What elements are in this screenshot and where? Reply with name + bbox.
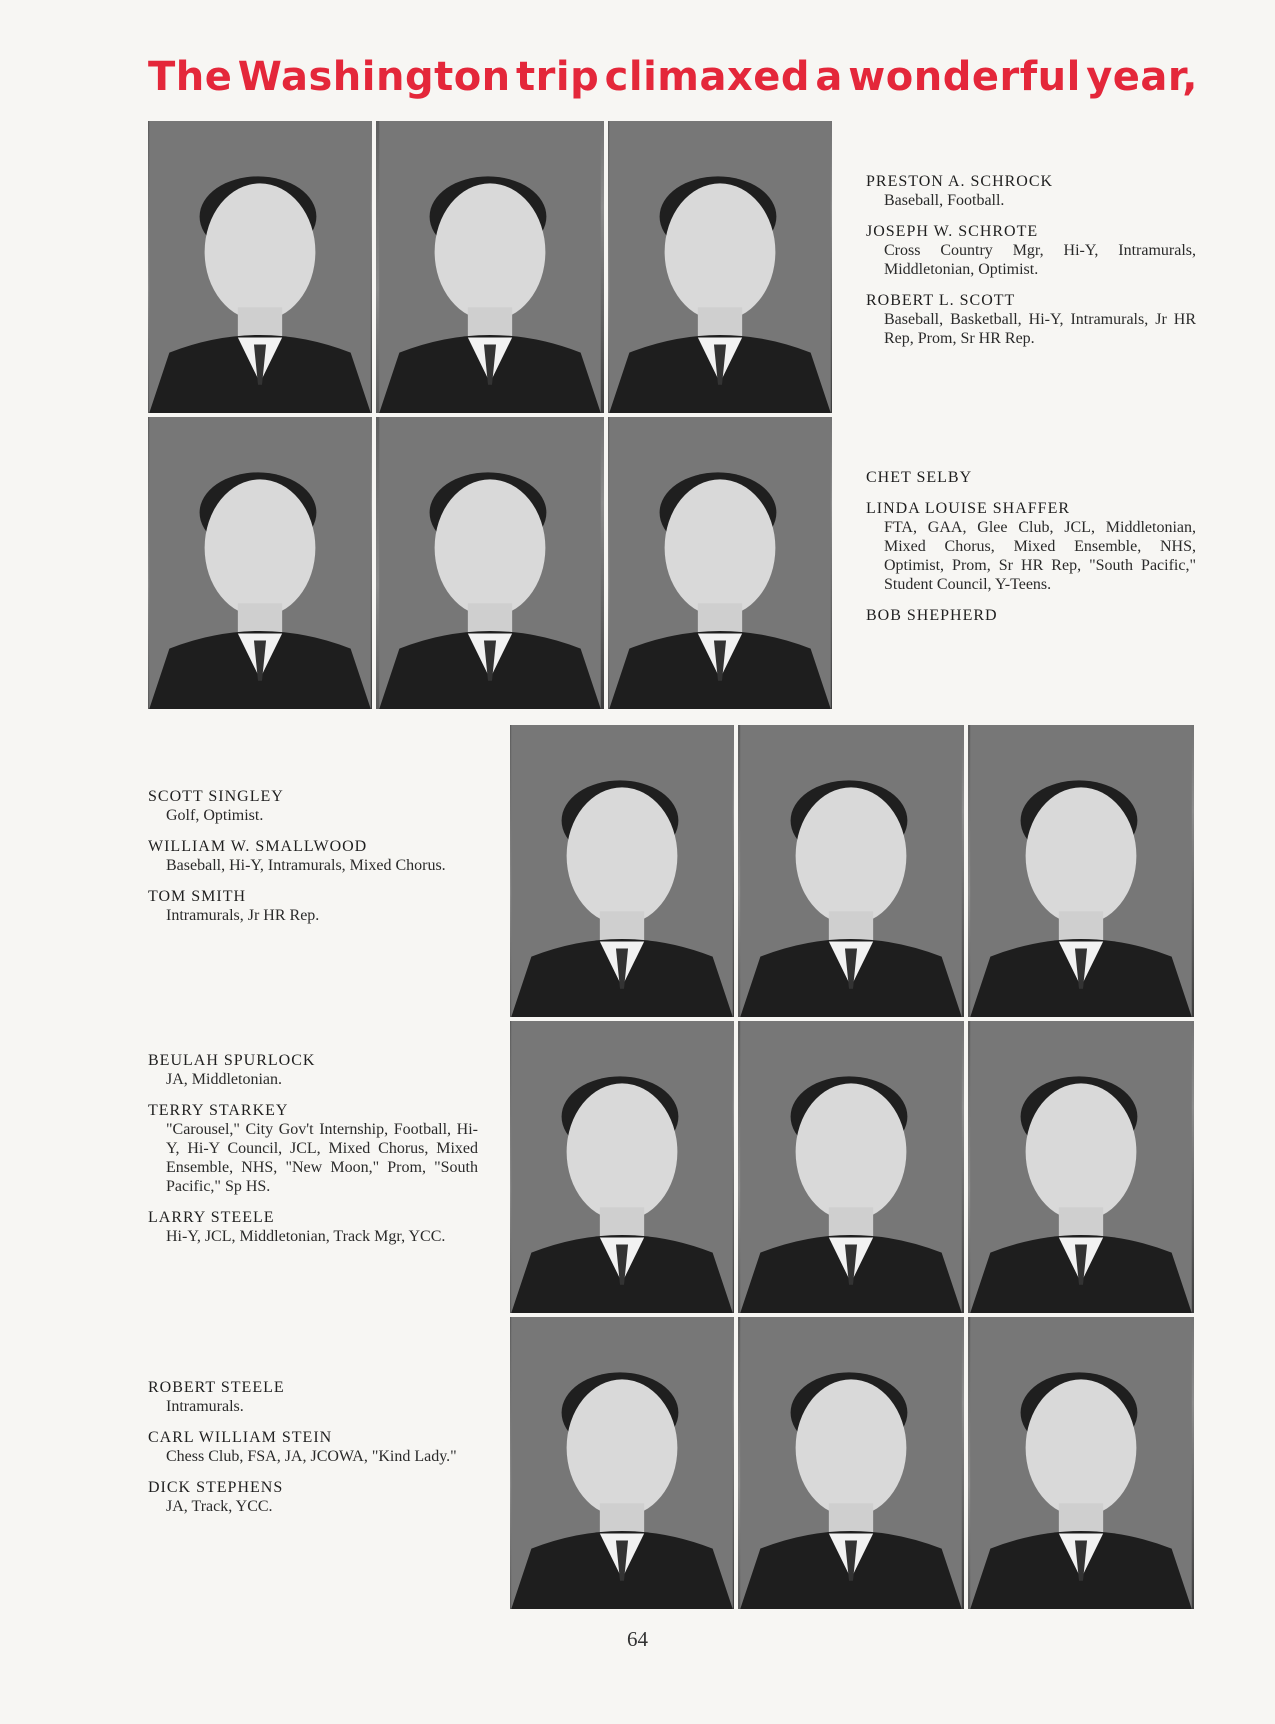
student-entries-block-3 bbox=[148, 787, 478, 937]
portrait-image bbox=[148, 417, 372, 709]
student-activities: Baseball, Hi-Y, Intramurals, Mixed Chorus. bbox=[166, 857, 446, 874]
portrait-photo bbox=[510, 1021, 734, 1313]
portrait-image bbox=[510, 1021, 734, 1313]
student-activities: Golf, Optimist. bbox=[166, 807, 264, 824]
student-entries-block-1 bbox=[866, 172, 1196, 360]
portrait-image bbox=[376, 417, 604, 709]
student-activities: JA, Middletonian. bbox=[166, 1071, 282, 1088]
student-entries-block-4 bbox=[148, 1051, 478, 1258]
student-activities: "Carousel," City Gov't Internship, Football, Hi-Y, Hi-Y Council, JCL, Mixed Chorus, Mixed Ensemble, NHS, "New Moon," Prom, "South Pacific," Sp HS. bbox=[166, 1121, 478, 1195]
portrait-photo bbox=[608, 417, 832, 709]
portrait-image bbox=[968, 1317, 1194, 1609]
headline-word: The bbox=[148, 54, 233, 100]
student-name: PRESTON A. SCHROCK bbox=[866, 173, 1054, 190]
student-entry bbox=[148, 1378, 478, 1416]
student-entry bbox=[866, 291, 1196, 348]
page-number: 64 bbox=[627, 1627, 648, 1651]
headline-word: climaxed bbox=[604, 54, 811, 100]
student-entry bbox=[866, 606, 1196, 625]
student-entry bbox=[148, 887, 478, 925]
headline-word: year, bbox=[1086, 54, 1198, 100]
portrait-image bbox=[738, 1317, 964, 1609]
portrait-photo bbox=[608, 121, 832, 413]
portrait-photo bbox=[968, 1317, 1194, 1609]
student-entry bbox=[866, 468, 1196, 487]
portrait-photo bbox=[738, 1021, 964, 1313]
student-entries-block-2 bbox=[866, 468, 1196, 637]
portrait-photo bbox=[376, 417, 604, 709]
headline-word: trip bbox=[516, 54, 600, 100]
portrait-image bbox=[376, 121, 604, 413]
student-entry bbox=[866, 172, 1196, 210]
portrait-image bbox=[608, 417, 832, 709]
student-entry bbox=[866, 222, 1196, 279]
student-name: SCOTT SINGLEY bbox=[148, 788, 284, 805]
portrait-photo bbox=[376, 121, 604, 413]
portrait-photo bbox=[738, 1317, 964, 1609]
student-activities: FTA, GAA, Glee Club, JCL, Middletonian, Mixed Chorus, Mixed Ensemble, NHS, Optimist, Prom, Sr HR Rep, "South Pacific," Student Council, Y-Teens. bbox=[884, 519, 1196, 593]
portrait-photo bbox=[148, 121, 372, 413]
student-activities: Hi-Y, JCL, Middletonian, Track Mgr, YCC. bbox=[166, 1228, 446, 1245]
student-name: JOSEPH W. SCHROTE bbox=[866, 223, 1039, 240]
portrait-image bbox=[738, 725, 964, 1017]
portrait-image bbox=[510, 725, 734, 1017]
student-name: DICK STEPHENS bbox=[148, 1479, 284, 1496]
headline-word: a bbox=[815, 54, 843, 100]
portrait-photo bbox=[738, 725, 964, 1017]
student-name: LINDA LOUISE SHAFFER bbox=[866, 500, 1071, 517]
page-headline bbox=[148, 42, 1198, 112]
portrait-photo bbox=[968, 725, 1194, 1017]
portrait-photo bbox=[510, 1317, 734, 1609]
student-name: ROBERT L. SCOTT bbox=[866, 292, 1016, 309]
student-activities: Chess Club, FSA, JA, JCOWA, "Kind Lady." bbox=[166, 1448, 457, 1465]
student-name: LARRY STEELE bbox=[148, 1209, 275, 1226]
portrait-image bbox=[738, 1021, 964, 1313]
student-entry bbox=[148, 837, 478, 875]
portrait-photo bbox=[968, 1021, 1194, 1313]
headline-word: Washington bbox=[237, 54, 511, 100]
student-entry bbox=[148, 1051, 478, 1089]
portrait-photo bbox=[510, 725, 734, 1017]
student-entry bbox=[148, 1208, 478, 1246]
student-name: WILLIAM W. SMALLWOOD bbox=[148, 838, 368, 855]
student-activities: JA, Track, YCC. bbox=[166, 1498, 273, 1515]
student-entry bbox=[148, 1428, 478, 1466]
student-activities: Intramurals. bbox=[166, 1398, 244, 1415]
student-name: CHET SELBY bbox=[866, 469, 973, 486]
portrait-image bbox=[608, 121, 832, 413]
student-activities: Baseball, Football. bbox=[884, 192, 1005, 209]
student-name: TERRY STARKEY bbox=[148, 1102, 289, 1119]
student-entries-block-5 bbox=[148, 1378, 478, 1528]
portrait-image bbox=[510, 1317, 734, 1609]
student-name: BEULAH SPURLOCK bbox=[148, 1052, 316, 1069]
student-name: CARL WILLIAM STEIN bbox=[148, 1429, 333, 1446]
student-name: BOB SHEPHERD bbox=[866, 607, 998, 624]
portrait-photo bbox=[148, 417, 372, 709]
headline-word: wonderful bbox=[848, 54, 1081, 100]
student-activities: Baseball, Basketball, Hi-Y, Intramurals, Jr HR Rep, Prom, Sr HR Rep. bbox=[884, 311, 1196, 347]
student-activities: Cross Country Mgr, Hi-Y, Intramurals, Middletonian, Optimist. bbox=[884, 242, 1196, 278]
student-entry bbox=[866, 499, 1196, 594]
portrait-image bbox=[968, 1021, 1194, 1313]
student-entry bbox=[148, 1101, 478, 1196]
student-entry bbox=[148, 1478, 478, 1516]
portrait-image bbox=[148, 121, 372, 413]
portrait-image bbox=[968, 725, 1194, 1017]
student-name: TOM SMITH bbox=[148, 888, 247, 905]
student-name: ROBERT STEELE bbox=[148, 1379, 285, 1396]
student-activities: Intramurals, Jr HR Rep. bbox=[166, 907, 320, 924]
student-entry bbox=[148, 787, 478, 825]
